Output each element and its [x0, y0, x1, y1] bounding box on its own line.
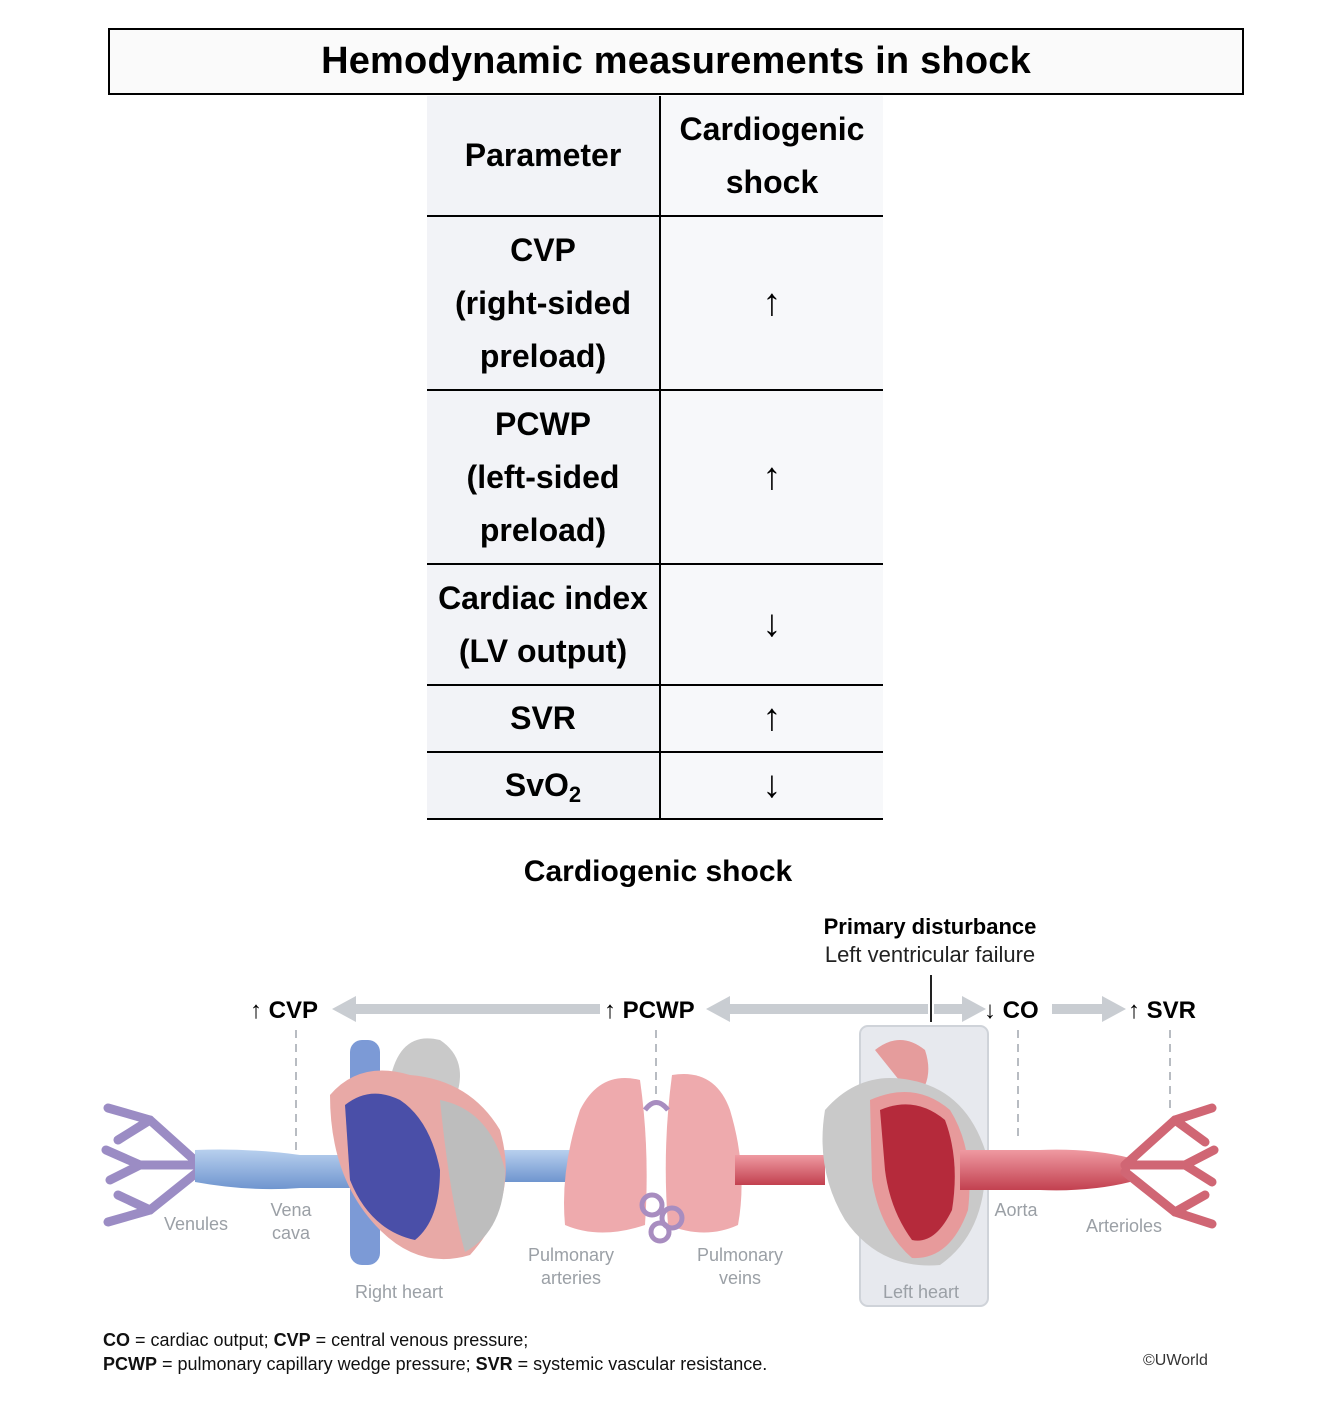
page-title: Hemodynamic measurements in shock: [108, 28, 1244, 95]
copyright: ©UWorld: [1143, 1352, 1208, 1369]
value-up-icon: ↑: [660, 390, 883, 564]
abbr: SVR: [475, 1354, 513, 1374]
diagram-title: Cardiogenic shock: [523, 855, 793, 888]
label-vena-cava: cava: [271, 1223, 311, 1243]
arrowhead-pcwp-icon: [706, 996, 730, 1022]
param-line: (left-sided: [466, 458, 620, 495]
abbr-def: = cardiac output;: [130, 1330, 274, 1350]
primary-disturbance-detail: Left ventricular failure: [824, 942, 1036, 967]
aorta-vessel: [960, 1150, 1130, 1191]
arrow-to-svr: [1052, 1004, 1106, 1014]
vena-cava: [195, 1150, 360, 1190]
label-venules: Venules: [163, 1214, 229, 1234]
marker-svr: ↑ SVR: [1128, 997, 1197, 1024]
label-right-heart: Right heart: [354, 1282, 444, 1302]
svo2-subscript: 2: [568, 782, 582, 807]
param-line: (LV output): [458, 632, 628, 669]
value-down-icon: ↓: [660, 752, 883, 819]
label-pulmonary-arteries: Pulmonary: [527, 1245, 615, 1265]
value-down-icon: ↓: [660, 564, 883, 685]
footer-abbreviations-line2: [103, 1354, 767, 1375]
param-line: PCWP: [495, 405, 591, 442]
param-line: (right-sided: [455, 284, 631, 321]
label-arterioles: Arterioles: [1085, 1216, 1163, 1236]
pulmonary-vein-vessel: [735, 1155, 825, 1185]
header-line: shock: [725, 163, 819, 200]
footer-abbreviations-line1: [103, 1330, 528, 1351]
param-line: CVP: [510, 231, 576, 268]
arrow-to-pcwp: [726, 1004, 928, 1014]
value-up-icon: ↑: [660, 216, 883, 390]
label-left-heart: Left heart: [882, 1282, 960, 1302]
marker-pcwp: ↑ PCWP: [604, 997, 695, 1024]
abbr: CVP: [273, 1330, 311, 1350]
value-up-icon: ↑: [660, 685, 883, 752]
arrow-to-cvp: [352, 1004, 600, 1014]
label-pulmonary-veins: Pulmonary: [696, 1245, 784, 1265]
primary-disturbance-heading: Primary disturbance: [823, 914, 1037, 939]
header-line: Cardiogenic: [679, 110, 865, 147]
label-pulmonary-veins: veins: [718, 1268, 762, 1288]
right-heart-icon: [330, 1038, 506, 1265]
label-pulmonary-arteries: arteries: [540, 1268, 602, 1288]
abbr-def: = systemic vascular resistance.: [512, 1354, 768, 1374]
label-aorta: Aorta: [994, 1200, 1038, 1220]
abbr-def: = pulmonary capillary wedge pressure;: [157, 1354, 476, 1374]
arrowhead-svr-icon: [1102, 996, 1126, 1022]
arterioles-icon: [1125, 1108, 1214, 1224]
param-line: preload): [479, 337, 607, 374]
svo2-base: SvO: [504, 767, 569, 803]
arrow-to-co: [934, 1004, 966, 1014]
parameter-svr: SVR: [427, 685, 660, 752]
marker-co: ↓ CO: [984, 997, 1039, 1024]
param-line: Cardiac index: [438, 579, 648, 616]
abbr: PCWP: [103, 1354, 157, 1374]
marker-cvp: ↑ CVP: [250, 997, 319, 1024]
param-line: preload): [479, 511, 607, 548]
abbr-def: = central venous pressure;: [310, 1330, 529, 1350]
label-vena-cava: Vena: [270, 1200, 312, 1220]
lungs-icon: [564, 1074, 742, 1241]
venules-icon: [106, 1108, 200, 1222]
header-parameter: Parameter: [427, 96, 660, 216]
abbr: CO: [103, 1330, 130, 1350]
arrowhead-co-icon: [962, 996, 986, 1022]
arrowhead-cvp-icon: [332, 996, 356, 1022]
